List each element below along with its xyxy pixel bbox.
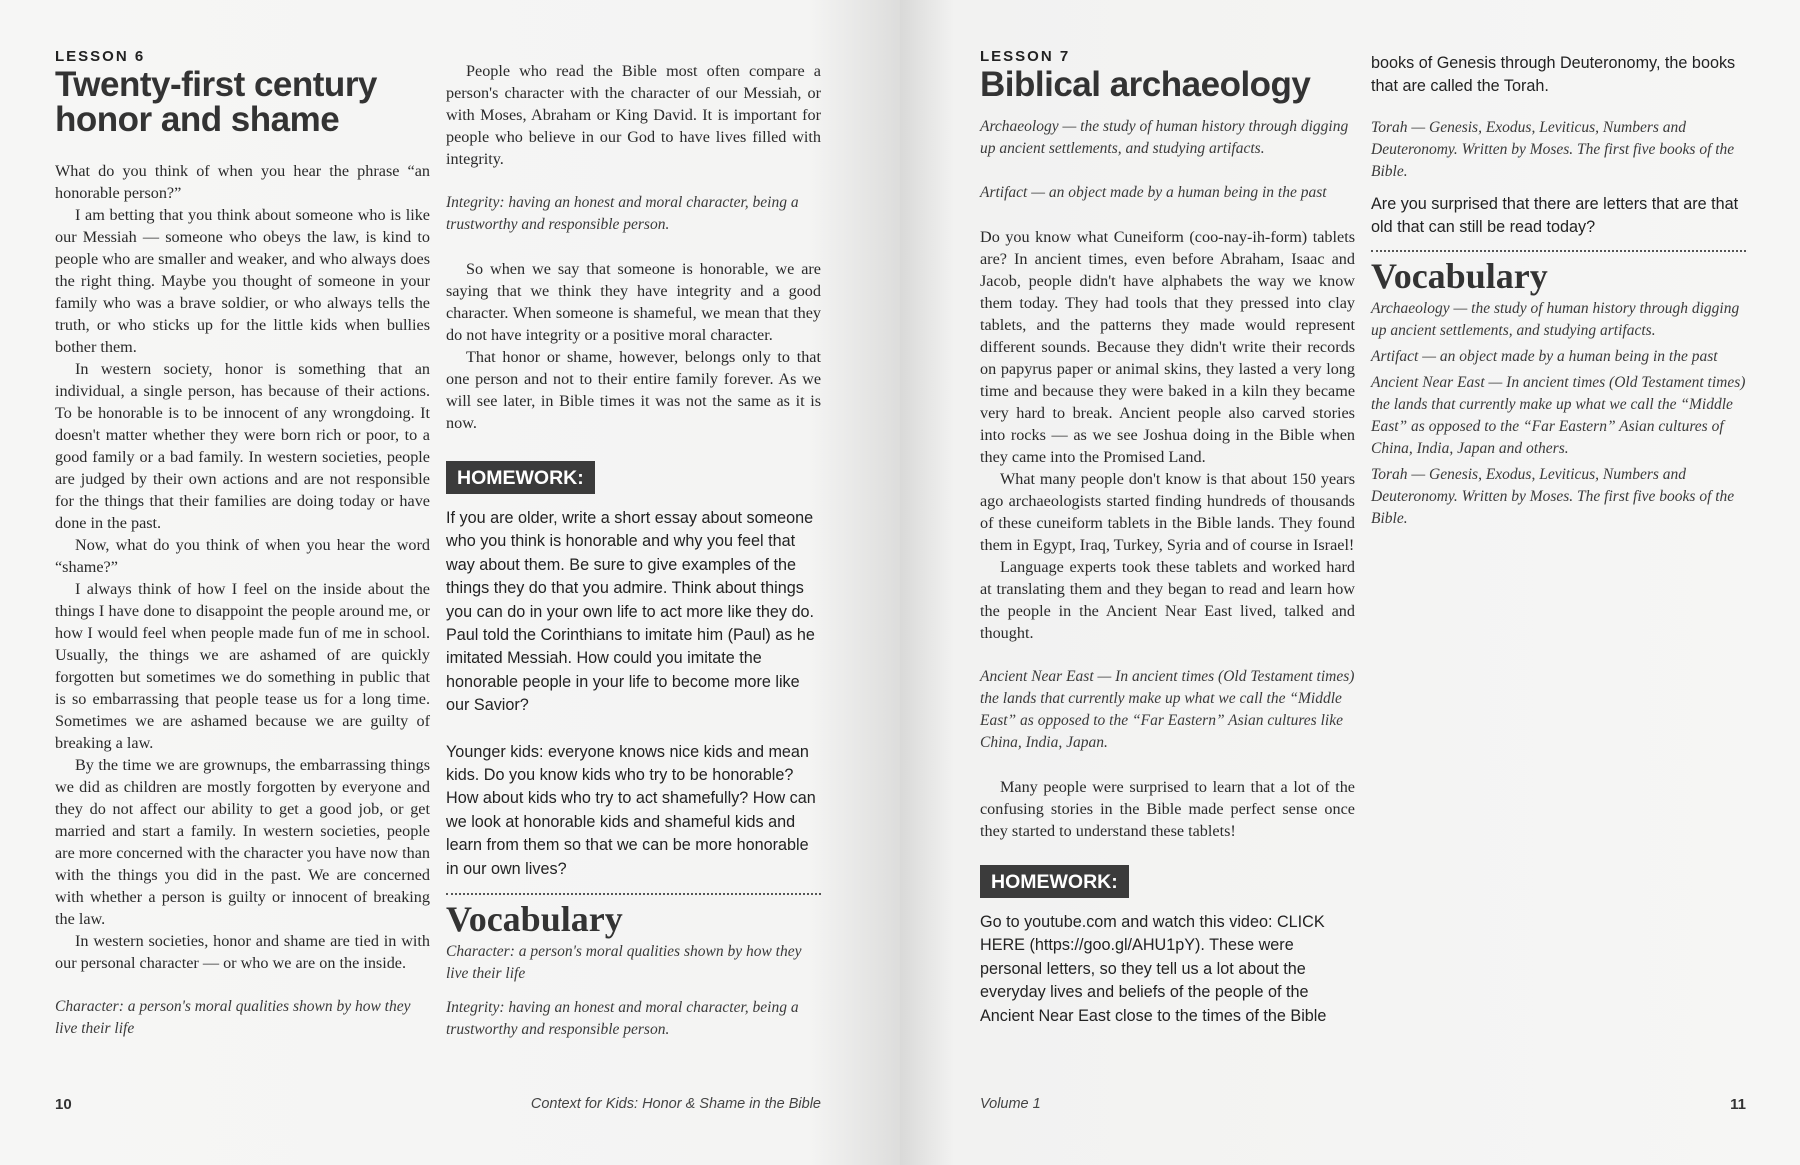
definition-torah: Torah — Genesis, Exodus, Leviticus, Numbers and Deuteronomy. Written by Moses. The first five books of the Bible. bbox=[1371, 118, 1735, 180]
vocabulary-heading: Vocabulary bbox=[446, 899, 623, 940]
body-paragraph: By the time we are grownups, the embarrassing things we did as children are mostly forgotten by everyone and they do not affect our ability to get a good job, or get married and start a family. In western societies, people are more concerned with the character you have now than with the things you did in the past. We are concerned with whether a person is guilty or innocent of breaking the law. bbox=[55, 756, 430, 928]
lesson-label: LESSON 6 bbox=[55, 48, 146, 65]
right-page-column-2 bbox=[1371, 52, 1746, 530]
body-paragraph: Many people were surprised to learn that a lot of the confusing stories in the Bible made perfect sense once they started to understand these tablets! bbox=[980, 778, 1355, 840]
definition-integrity: Integrity: having an honest and moral character, being a trustworthy and responsible person. bbox=[446, 194, 799, 233]
body-paragraph: Language experts took these tablets and worked hard at translating them and they began to read and learn how the people in the Ancient Near East lived, talked and thought. bbox=[980, 558, 1355, 642]
vocabulary-heading: Vocabulary bbox=[1371, 255, 1548, 296]
footer-series: Context for Kids: bbox=[530, 1096, 643, 1112]
vocabulary-item: Ancient Near East — In ancient times (Old Testament times) the lands that currently make up what we call the “Middle East” as opposed to the “Far Eastern” Asian cultures of China, India, Japan and others. bbox=[1371, 373, 1746, 457]
lesson-title bbox=[55, 67, 430, 137]
body-paragraph: That honor or shame, however, belongs only to that one person and not to their entire family forever. As we will see later, in Bible times it was not the same as it is now. bbox=[446, 348, 821, 432]
lesson-title-line: Twenty-first century bbox=[55, 65, 377, 104]
lesson-title: Biblical archaeology bbox=[980, 65, 1311, 104]
right-page-column-1 bbox=[980, 48, 1355, 1028]
body-paragraph: I am betting that you think about someone who is like our Messiah — someone who obeys the law, is kind to people who are smaller and weaker, and who always does the right thing. Maybe you thought of someone in your family who was a brave soldier, or who always tells the truth, or who sticks up for the little kids when bullies bother them. bbox=[55, 206, 430, 356]
footer-book-title: Honor & Shame in the Bible bbox=[642, 1096, 821, 1112]
running-footer bbox=[446, 1096, 821, 1112]
body-paragraph: What many people don't know is that about 150 years ago archaeologists started finding hundreds of thousands of these cuneiform tablets in the Bible lands. They found them in Egypt, Iraq, Turkey, Syria and of course in Israel! bbox=[980, 470, 1355, 554]
question-text: Are you surprised that there are letters that are that old that can still be read today? bbox=[1371, 194, 1739, 237]
lesson-label: LESSON 7 bbox=[980, 48, 1071, 65]
body-paragraph: I always think of how I feel on the inside about the things I have done to disappoint the people around me, or how I would feel when people made fun of me in school. Usually, the things we are ashamed of are quickly forgotten but sometimes we do something in public that is so embarrassing that people tease us for a long time. Sometimes we are ashamed because we are guilty of breaking a law. bbox=[55, 580, 430, 752]
footer-volume: Volume 1 bbox=[980, 1096, 1041, 1112]
left-page-column-2 bbox=[446, 60, 821, 1041]
body-paragraph: Now, what do you think of when you hear the word “shame?” bbox=[55, 536, 430, 576]
vocabulary-item: Integrity: having an honest and moral character, being a trustworthy and responsible person. bbox=[446, 999, 799, 1039]
homework-badge: HOMEWORK: bbox=[980, 865, 1129, 898]
vocabulary-item: Character: a person's moral qualities shown by how they live their life bbox=[446, 943, 802, 983]
page-number: 10 bbox=[55, 1096, 72, 1113]
left-page-column-1 bbox=[55, 48, 430, 1040]
body-paragraph: People who read the Bible most often compare a person's character with the character of our Messiah, or with Moses, Abraham or King David. It is important for people who believe in our God to have lives filled with integrity. bbox=[446, 62, 821, 168]
definition-ancient-near-east: Ancient Near East — In ancient times (Old Testament times) the lands that currently make up what we call the “Middle East” as opposed to the “Far Eastern” Asian cultures like China, India, Japan. bbox=[980, 668, 1355, 751]
definition-archaeology: Archaeology — the study of human history through digging up ancient settlements, and studying artifacts. bbox=[980, 118, 1349, 157]
page-number: 11 bbox=[1730, 1096, 1746, 1113]
body-paragraph: Do you know what Cuneiform (coo-nay-ih-form) tablets are? In ancient times, even before Abraham, Isaac and Jacob, people didn't have alphabets the way we know them today. They had tools that they pressed into clay tablets, and the patterns they made would represent different sounds. Because they didn't write their records on papyrus paper or animal skins, they lasted a very long time and because they were baked in a kiln they became very hard to break. Ancient people also carved stories into rocks — as we see Joshua doing in the Bible when they came into the Promised Land. bbox=[980, 228, 1355, 466]
homework-text: Go to youtube.com and watch this video: CLICK HERE (https://goo.gl/AHU1pY). These were personal letters, so they tell us a lot about the everyday lives and beliefs of the people of the Ancient Near East close to the times of the Bible bbox=[980, 913, 1327, 1025]
lesson-title-line: honor and shame bbox=[55, 100, 340, 139]
definition-artifact: Artifact — an object made by a human being in the past bbox=[980, 184, 1327, 201]
body-paragraph: In western societies, honor and shame are tied in with our personal character — or who we are on the inside. bbox=[55, 932, 430, 972]
homework-text: If you are older, write a short essay about someone who you think is honorable and why you feel that way about them. Be sure to give examples of the things they do that you admire. Think about things you can do in your own life to act more like they do. Paul told the Corinthians to imitate him (Paul) as he imitated Messiah. How could you imitate the honorable people in your life to become more like our Savior? bbox=[446, 509, 815, 715]
body-paragraph: In western society, honor is something that an individual, a single person, has because of their actions. To be honorable is to be innocent of any wrongdoing. It doesn't matter whether they were born rich or poor, to a good family or a bad family. In western societies, people are judged by their own actions and are not responsible for the things that their families are doing today or have done in the past. bbox=[55, 360, 430, 532]
right-page bbox=[900, 0, 1800, 1165]
vocabulary-item: Torah — Genesis, Exodus, Leviticus, Numbers and Deuteronomy. Written by Moses. The first five books of the Bible. bbox=[1371, 465, 1735, 527]
continued-text: books of Genesis through Deuteronomy, the books that are called the Torah. bbox=[1371, 54, 1736, 96]
body-paragraph: So when we say that someone is honorable, we are saying that we think they have integrity and a good character. When someone is shameful, we mean that they do not have integrity or a positive moral character. bbox=[446, 260, 821, 344]
vocabulary-item: Archaeology — the study of human history through digging up ancient settlements, and studying artifacts. bbox=[1371, 299, 1740, 339]
body-paragraph: What do you think of when you hear the phrase “an honorable person?” bbox=[55, 162, 430, 202]
homework-badge: HOMEWORK: bbox=[446, 461, 595, 494]
homework-text: Younger kids: everyone knows nice kids and mean kids. Do you know kids who try to be honorable? How about kids who try to act shamefully? How can we look at honorable kids and shameful kids and learn from them so that we can be more honorable in our own lives? bbox=[446, 742, 816, 878]
vocabulary-item: Artifact — an object made by a human being in the past bbox=[1371, 347, 1718, 365]
definition-character: Character: a person's moral qualities shown by how they live their life bbox=[55, 998, 411, 1037]
